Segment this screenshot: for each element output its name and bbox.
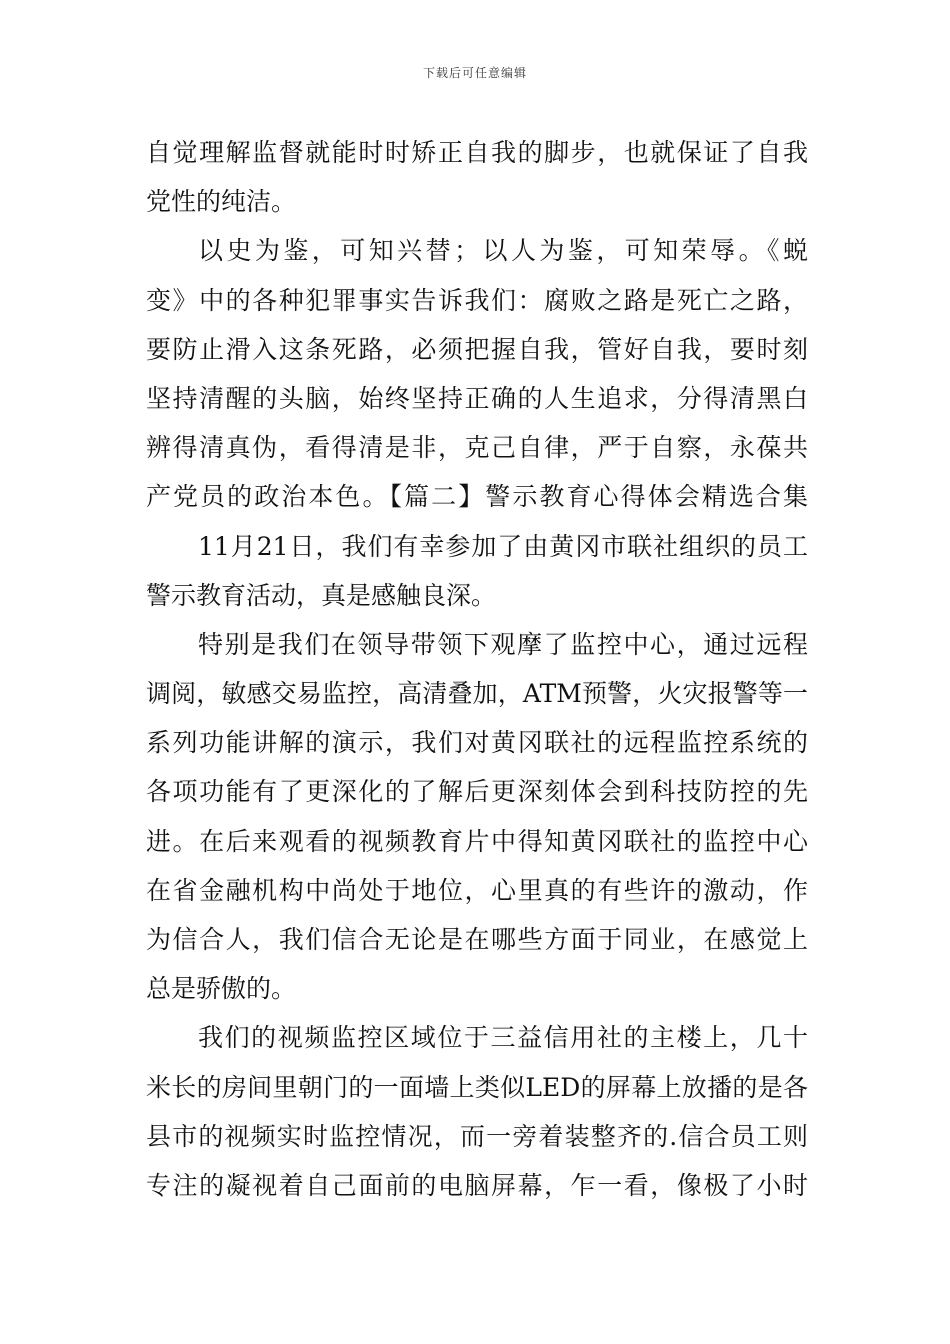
text-line: 总是骄傲的。 [146,974,297,1004]
document-body [146,128,808,1210]
text-line: 11月21日，我们有幸参加了由黄冈市联社组织的员工 [198,531,808,561]
text-line: 自觉理解监督就能时时矫正自我的脚步，也就保证了自我 [146,138,808,167]
text-line: 系列功能讲解的演示，我们对黄冈联社的远程监控系统的 [146,728,808,758]
paragraph [146,522,808,620]
paragraph [146,128,808,226]
paragraph [146,620,808,1014]
text-line: 在省金融机构中尚处于地位，心里真的有些许的激动，作 [146,875,808,905]
text-line: 坚持清醒的头脑，始终坚持正确的人生追求，分得清黑白 [146,383,808,413]
paragraph [146,1013,808,1210]
text-line: 我们的视频监控区域位于三益信用社的主楼上，几十 [198,1023,808,1053]
text-line: 党性的纯洁。 [146,187,297,217]
text-line: 米长的房间里朝门的一面墙上类似LED的屏幕上放播的是各 [146,1072,808,1102]
text-line: 专注的凝视着自己面前的电脑屏幕，乍一看，像极了小时 [146,1170,808,1200]
text-line: 警示教育活动，真是感触良深。 [146,580,497,610]
text-line: 要防止滑入这条死路，必须把握自我，管好自我，要时刻 [146,334,808,364]
paragraph [146,226,808,521]
text-line: 调阅，敏感交易监控，高清叠加，ATM预警，火灾报警等一 [146,679,808,709]
text-line: 辨得清真伪，看得清是非，克己自律，严于自察，永葆共 [146,433,808,463]
text-line: 变》中的各种犯罪事实告诉我们：腐败之路是死亡之路， [146,285,808,315]
text-line: 为信合人，我们信合无论是在哪些方面于同业，在感觉上 [146,925,808,954]
text-line: 产党员的政治本色。【篇二】警示教育心得体会精选合集 [146,482,808,512]
page-header-note: 下载后可任意编辑 [422,66,527,80]
text-line: 特别是我们在领导带领下观摩了监控中心，通过远程 [198,629,808,659]
text-line: 以史为鉴，可知兴替；以人为鉴，可知荣辱。《蜕 [198,236,808,266]
text-line: 各项功能有了更深化的了解后更深刻体会到科技防控的先 [146,777,808,807]
text-line: 进。在后来观看的视频教育片中得知黄冈联社的监控中心 [146,826,808,856]
text-line: 县市的视频实时监控情况，而一旁着装整齐的.信合员工则 [146,1121,808,1151]
